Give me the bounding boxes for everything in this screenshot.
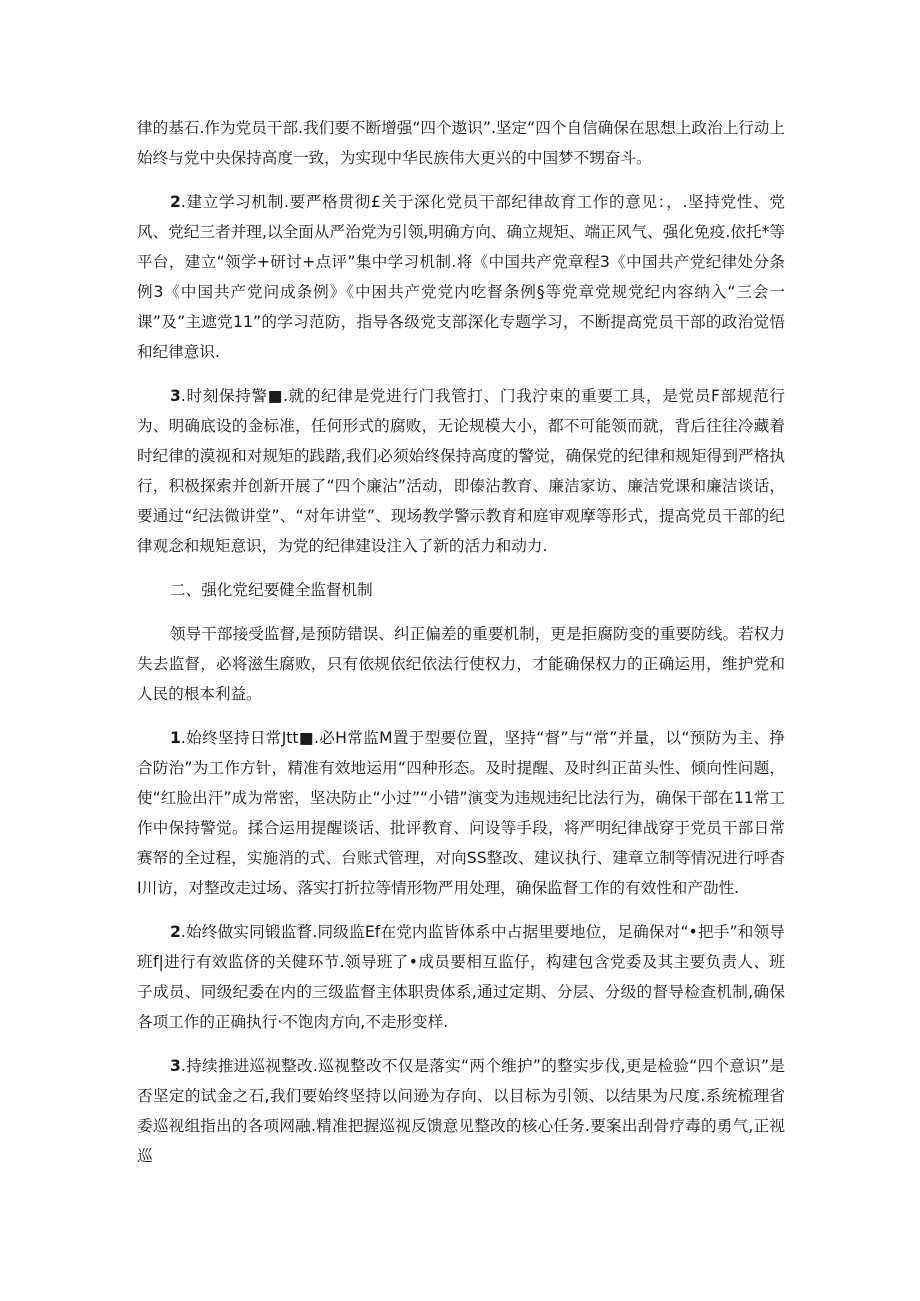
paragraph-number: 2 (170, 193, 181, 211)
numbered-paragraph-peer-supervision (137, 917, 785, 1037)
paragraph-text: .时刻保持警■.就的纪律是党进行门我管打、门我泞束的重要工具，是党员F部规范行为、明确底设的金标准，任何形式的腐败，无论规模大小，都不可能领而就，背后往往冷藏着时纪律的漠视和对规矩的践踏,我们必须始终保持高度的警觉，确保党的纪律和规矩得到严格执行，积极探索并创新开展了“四个廉沾”活动，即傣沾教育、廉洁家访、廉洁党课和廉洁谈话，要通过“纪法微讲堂”、“对年讲堂”、现场教学警示教育和庭审观摩等形式，提高党员干部的纪律观念和规矩意识，为党的纪律建设注入了新的活力和动力. (137, 387, 785, 555)
paragraph-text: .始终坚持日常Jtt■.必H常监M置于型要位置，坚持“督”与“常”并量，以“预防为主、挣合防治”为工作方针，精准有效地运用“四种形态。及时提醒、及时纠正苗头性、倾向性问题，使“红脸出汗”成为常密，坚决防止“小过”“小错”演变为违规违纪比法行为，确保干部在11常工作中保持警觉。揉合运用提醒谈话、批评教育、问设等手段，将严明纪律战穿于党员干部日常赛帑的全过程，实施消的式、台账式管理，对向SS整改、建议执行、建章立制等情况进行呼杳I川访，对整改走过场、落实打折拉等情形物严用处理，确保监督工作的有效性和产劭性. (137, 729, 785, 897)
paragraph-number: 3 (170, 387, 181, 405)
paragraph-number: 3 (170, 1057, 181, 1075)
paragraph-number: 2 (170, 923, 181, 941)
paragraph-text: .持续推进巡视整改.巡视整改不仅是落实“两个维护”的整实步伐,更是检验“四个意识”是否坚定的试金之石,我们要始终坚持以问逊为存向、以目标为引领、以结果为尺度.系统梳理省委巡视组指出的各项网融.精准把握巡视反馈意见整改的核心任务.要案出刮骨疗毒的勇气,正视巡 (137, 1057, 785, 1165)
numbered-paragraph-study-mechanism (137, 187, 785, 367)
paragraph-text: .始终做实同锻监瞀.同级监Ef在党内监皆体系中占据里要地位，足确保对“•把手”和领导班f|进行有效监侪的关健环节.领导班了•成员要相互监仔，构建包含党委及其主要负责人、班子成员、同级纪委在内的三级监督主体职贵体系,通过定期、分层、分级的督导检查机制,确保各项工作的正确执行·不饱肉方向,不走形变样. (137, 923, 785, 1031)
numbered-paragraph-vigilance (137, 381, 785, 561)
paragraph-continuation: 律的基石.作为党员干部.我们要不断增强“四个遨识”.坚定“四个自信确保在思想上政治上行动上始终与党中央保持高度一致，为实现中华民族伟大更兴的中国梦不甥奋斗。 (137, 119, 785, 167)
paragraph-number: 1 (170, 729, 181, 747)
numbered-paragraph-inspection-rectification (137, 1051, 785, 1171)
paragraph-text: .建立学习机制.要严格贯彻£关于深化党员干部纪律故育工作的意见：，.坚持党性、党风、党纪三者并理,以全面从严治党为引领,明确方向、确立规矩、端正风气、强化免疫.依托*等平台，建立“领学+研讨+点评”集中学习机制.将《中国共产党章程3《中国共产党纪律处分条例3《中国共产党问成条例》《中困共产党党内吃督条例§等党章党规党纪内容纳入“三会一课”及”主遮党11”的学习范防，指导各级党支部深化专题学习，不断提高党员干部的政治觉悟和纪律意识. (137, 193, 785, 361)
paragraph-supervision-intro: 领导干部接受监督,是预防错误、纠正偏差的重要机制，更是拒腐防变的重要防线。若权力失去监督，必将滋生腐败，只有依规依纪依法行使权力，才能确保权力的正确运用，维护党和人民的根本利益。 (137, 625, 785, 703)
section-heading: 二、强化党纪要健全监督机制 (170, 581, 373, 599)
numbered-paragraph-daily-supervision (137, 723, 785, 903)
